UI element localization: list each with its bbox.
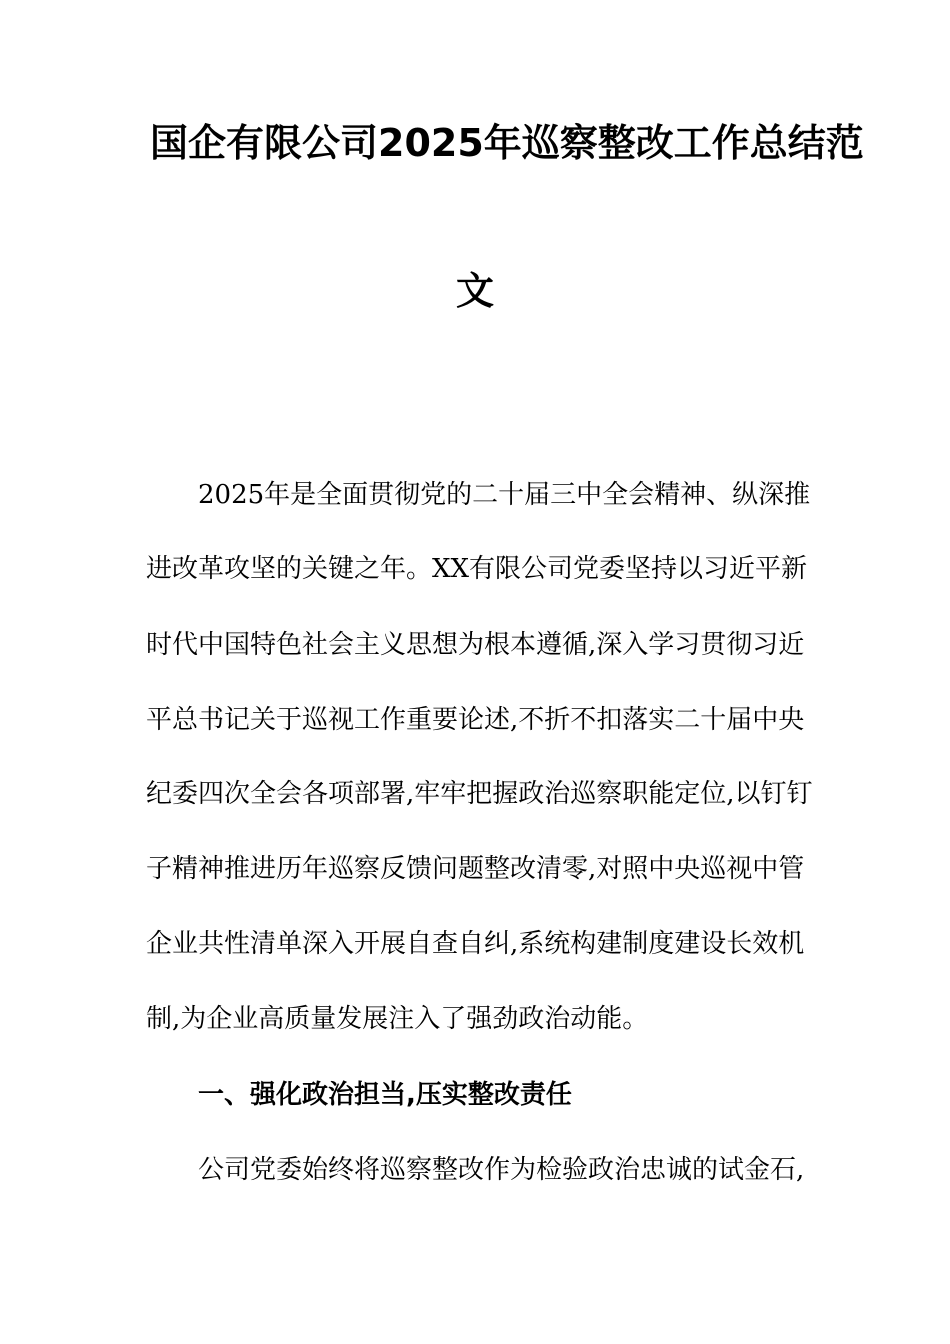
paragraph-1-line-6: 子精神推进历年巡察反馈问题整改清零,对照中央巡视中管 (146, 854, 805, 884)
paragraph-1-line-8: 制,为企业高质量发展注入了强劲政治动能。 (146, 1004, 649, 1034)
paragraph-1-line-2: 进改革攻坚的关键之年。XX有限公司党委坚持以习近平新 (146, 554, 808, 584)
paragraph-1-line-3: 时代中国特色社会主义思想为根本遵循,深入学习贯彻习近 (146, 630, 805, 660)
paragraph-1-line-7: 企业共性清单深入开展自查自纠,系统构建制度建设长效机 (146, 929, 805, 959)
paragraph-1-line-1: 2025年是全面贯彻党的二十届三中全会精神、纵深推 (198, 480, 811, 510)
document-title-line-1: 国企有限公司2025年巡察整改工作总结范 (150, 121, 864, 165)
document-title-line-2: 文 (455, 269, 494, 313)
paragraph-2-line-1: 公司党委始终将巡察整改作为检验政治忠诚的试金石, (198, 1155, 805, 1185)
paragraph-1-line-5: 纪委四次全会各项部署,牢牢把握政治巡察职能定位,以钉钉 (146, 779, 813, 809)
section-heading-1: 一、强化政治担当,压实整改责任 (198, 1080, 572, 1110)
paragraph-1-line-4: 平总书记关于巡视工作重要论述,不折不扣落实二十届中央 (146, 705, 805, 735)
